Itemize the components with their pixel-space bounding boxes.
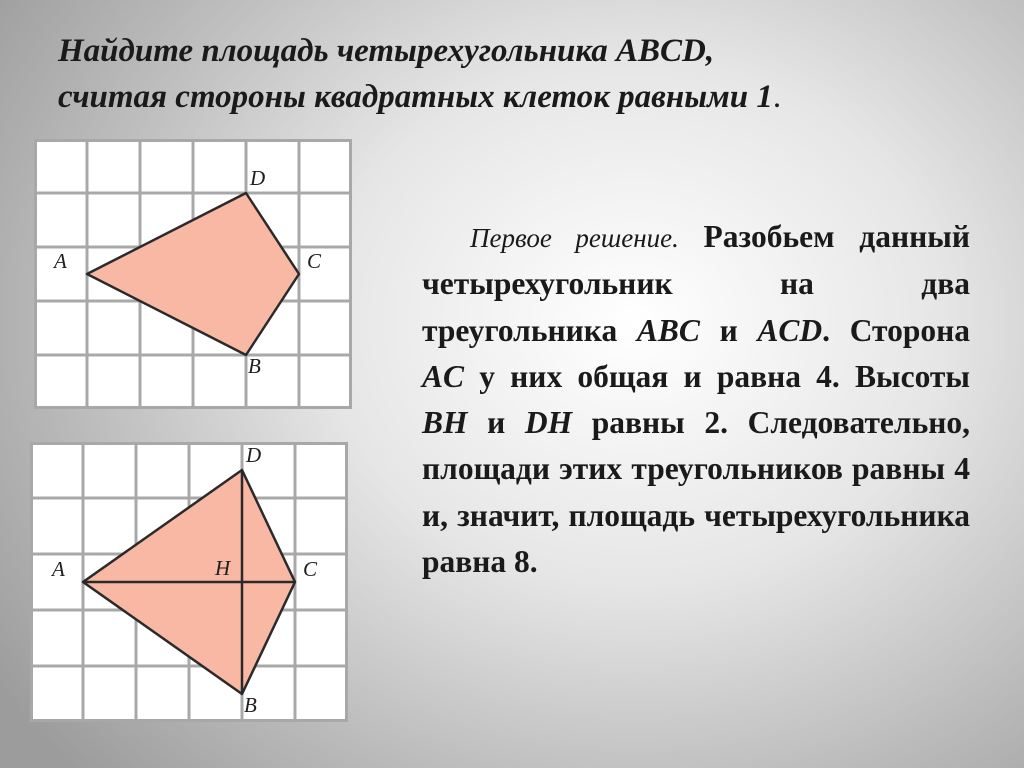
title-period: . bbox=[772, 79, 782, 115]
vertex-label-a: A bbox=[52, 557, 65, 581]
vertex-label-d: D bbox=[246, 443, 262, 467]
solution-text-2: и bbox=[699, 312, 758, 348]
triangle-abc: ABC bbox=[636, 312, 700, 348]
triangle-acd: ACD bbox=[757, 312, 823, 348]
height-bh: BH bbox=[422, 405, 468, 441]
figure-quadrilateral-with-heights bbox=[30, 442, 348, 722]
title-line-1: Найдите площадь четырехугольника ABCD, bbox=[58, 33, 715, 69]
solution-lead: Первое решение. bbox=[470, 223, 679, 253]
solution-text-5: и bbox=[467, 405, 525, 441]
title-line-2: считая стороны квадратных клеток равными 1 bbox=[58, 79, 773, 115]
figure-quadrilateral bbox=[34, 139, 352, 409]
vertex-label-b: B bbox=[248, 354, 261, 378]
solution-text-3: . Сторона bbox=[822, 312, 971, 348]
height-dh: DH bbox=[524, 405, 573, 441]
solution-text-4: у них общая и равна 4. Высоты bbox=[464, 358, 970, 394]
side-ac: AC bbox=[422, 358, 465, 394]
problem-title bbox=[58, 28, 988, 120]
vertex-label-d: D bbox=[250, 166, 266, 190]
solution-text-6: равны 2. Следовательно, площади этих треугольников равны 4 и, значит, площадь четырехугольника равна 8. bbox=[422, 405, 970, 580]
vertex-label-a: A bbox=[54, 249, 67, 273]
grid-diagram-1 bbox=[34, 139, 352, 409]
solution-paragraph bbox=[422, 214, 970, 585]
vertex-label-b: B bbox=[244, 693, 257, 717]
vertex-label-c: C bbox=[303, 557, 318, 581]
vertex-label-c: C bbox=[307, 249, 322, 273]
grid-diagram-2 bbox=[30, 442, 348, 722]
solution-text-1: Разобьем данный четырехугольник на два треугольника bbox=[422, 219, 970, 348]
point-label-h: H bbox=[215, 556, 231, 580]
